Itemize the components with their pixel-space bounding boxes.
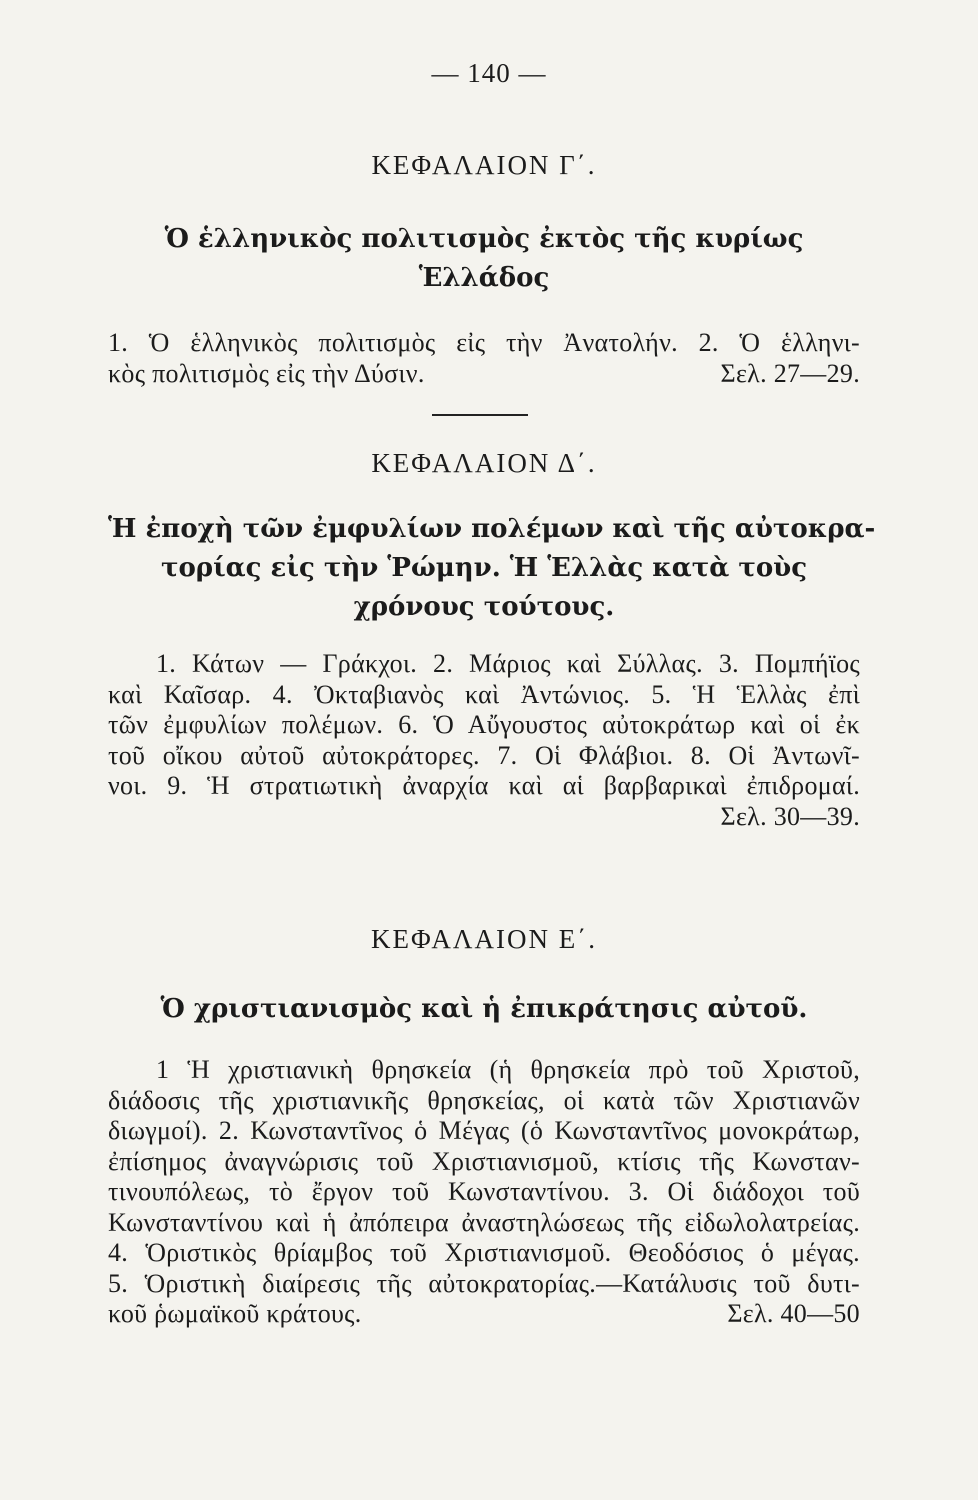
body-line: 4. Ὁριστικὸς θρίαμβος τοῦ Χριστιανισμοῦ. Θεοδόσιος ὁ μέγας. [108,1238,860,1267]
body-line: διωγμοί). 2. Κωνσταντῖνος ὁ Μέγας (ὁ Κωνσταντῖνος μονοκράτωρ, [108,1116,860,1145]
chapter-5 [108,922,860,1330]
body-line: 1 Ἡ χριστιανικὴ θρησκεία (ἡ θρησκεία πρὸ τοῦ Χριστοῦ, [156,1055,860,1084]
body-line: καὶ Καῖσαρ. 4. Ὀκταβιανὸς καὶ Ἀντώνιος. 5. Ἡ Ἑλλὰς ἐπὶ [108,679,860,709]
body-line: ἐπίσημος ἀναγνώρισις τοῦ Χριστιανισμοῦ, κτίσις τῆς Κωνσταν- [108,1146,860,1176]
page-number: — 140 — [431,58,547,88]
body-line: 1. Ὁ ἑλληνικὸς πολιτισμὸς εἰς τὴν Ἀνατολήν. 2. Ὁ ἑλληνι- [108,328,860,357]
chapter-title-line: Ἡ ἐποχὴ τῶν ἐμφυλίων πολέμων καὶ τῆς αὐτοκρα- [108,514,876,544]
chapter-heading: ΚΕΦΑΛΑΙΟΝ Γ΄. [371,150,597,180]
body-line: κοῦ ῥωμαϊκοῦ κράτους. [108,1299,362,1328]
body-line: νοι. 9. Ἡ στρατιωτικὴ ἀναρχία καὶ αἱ βαρβαρικαὶ ἐπιδρομαί. [108,771,860,800]
page-range: Σελ. 27—29. [720,358,860,388]
chapter-heading: ΚΕΦΑΛΑΙΟΝ Ε΄. [371,924,597,954]
chapter-title-line: Ἑλλάδος [418,263,550,293]
body-line: 5. Ὁριστικὴ διαίρεσις τῆς αὐτοκρατορίας.—Κατάλυσις τοῦ δυτι- [108,1268,860,1298]
chapter-title-line: χρόνους τούτους. [353,592,615,622]
body-line: κὸς πολιτισμὸς εἰς τὴν Δύσιν. [108,358,425,388]
body-line: τινουπόλεως, τὸ ἔργον τοῦ Κωνσταντίνου. 3. Οἱ διάδοχοι τοῦ [108,1177,860,1206]
chapter-title-line: Ὁ ἑλληνικὸς πολιτισμὸς ἐκτὸς τῆς κυρίως [164,224,804,254]
page-range: Σελ. 40—50 [727,1299,860,1328]
chapter-4 [108,446,876,832]
body-line: 1. Κάτων — Γράκχοι. 2. Μάριος καὶ Σύλλας. 3. Πομπήϊος [156,649,860,678]
section-divider [432,414,528,416]
chapter-title-line: Ὁ χριστιανισμὸς καὶ ἡ ἐπικράτησις αὐτοῦ. [160,994,808,1024]
body-line: τῶν ἐμφυλίων πολέμων. 6. Ὁ Αὔγουστος αὐτοκράτωρ καὶ οἱ ἐκ [108,710,860,739]
body-line: διάδοσις τῆς χριστιανικῆς θρησκείας, οἱ κατὰ τῶν Χριστιανῶν [108,1085,860,1115]
chapter-title-line: τορίας εἰς τὴν Ῥώμην. Ἡ Ἑλλὰς κατὰ τοὺς [160,553,808,583]
body-line: τοῦ οἴκου αὐτοῦ αὐτοκράτορες. 7. Οἱ Φλάβιοι. 8. Οἱ Ἀντωνῖ- [108,740,860,770]
chapter-3 [108,148,860,389]
page-range: Σελ. 30—39. [720,801,860,831]
chapter-heading: ΚΕΦΑΛΑΙΟΝ Δ΄. [371,448,597,478]
body-line: Κωνσταντίνου καὶ ἡ ἀπόπειρα ἀναστηλώσεως τῆς εἰδωλολατρείας. [108,1207,860,1237]
